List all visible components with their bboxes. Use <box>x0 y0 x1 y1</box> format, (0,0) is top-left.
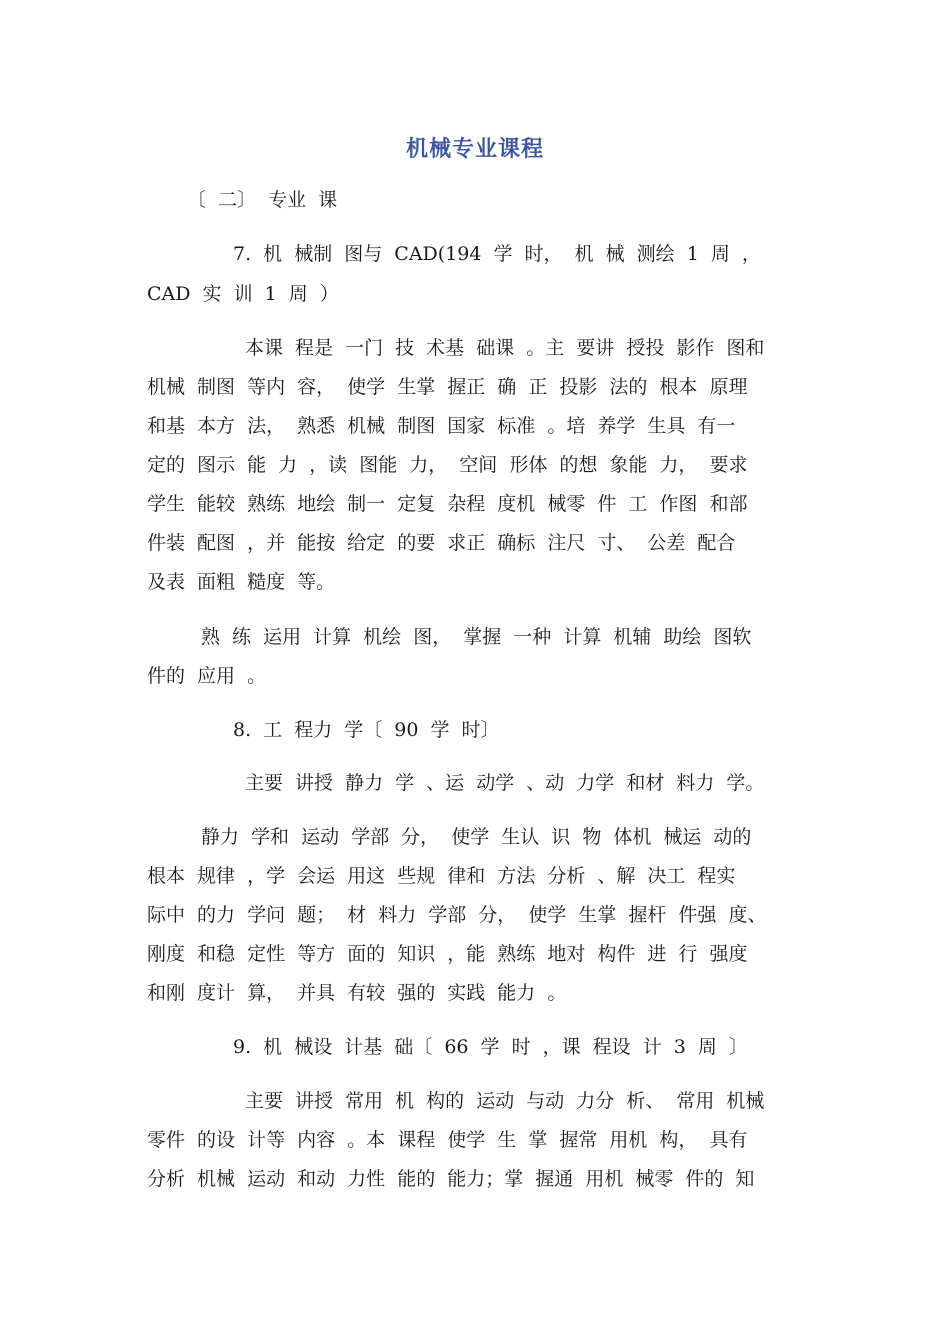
course8-para2-line: 根本 规律 ，学 会运 用这 些规 律和 方法 分析 、解 决工 程实 <box>147 865 736 887</box>
course7-para1-line: 本课 程是 一门 技 术基 础课 。主 要讲 授投 影作 图和 <box>245 337 765 359</box>
course7-para1-line: 及表 面粗 糙度 等。 <box>147 571 336 593</box>
course8-para2-line: 际中 的力 学问 题； 材 料力 学部 分， 使学 生掌 握杆 件强 度、 <box>147 904 767 926</box>
course8-para2-line: 刚度 和稳 定性 等方 面的 知识 ，能 熟练 地对 构件 进 行 强度 <box>147 943 748 965</box>
course7-heading: 7. 机 械制 图与 CAD(194 学 时， 机 械 测绘 1 周 ， <box>233 243 761 265</box>
course8-para1: 主要 讲授 静力 学 、运 动学 、动 力学 和材 料力 学。 <box>245 772 765 794</box>
course7-para2-line: 件的 应用 。 <box>147 665 267 687</box>
course7-para1-line: 学生 能较 熟练 地绘 制一 定复 杂程 度机 械零 件 工 作图 和部 <box>147 493 748 515</box>
course8-para2-line: 静力 学和 运动 学部 分， 使学 生认 识 物 体机 械运 动的 <box>201 826 752 848</box>
course7-para1-line: 定的 图示 能 力 ，读 图能 力， 空间 形体 的想 象能 力， 要求 <box>147 454 748 476</box>
course9-para1-line: 分析 机械 运动 和动 力性 能的 能力；掌 握通 用机 械零 件的 知 <box>147 1168 755 1190</box>
document-title: 机械专业课程 <box>405 137 544 162</box>
course7-heading-cont: CAD 实 训 1 周 ） <box>147 283 339 305</box>
course8-para2-line: 和刚 度计 算， 并具 有较 强的 实践 能力 。 <box>147 982 567 1004</box>
course9-para1-line: 零件 的设 计等 内容 。本 课程 使学 生 掌 握常 用机 构， 具有 <box>147 1129 748 1151</box>
course9-heading: 9. 机 械设 计基 础〔 66 学 时 ，课 程设 计 3 周 〕 <box>233 1036 748 1058</box>
course7-para1-line: 机械 制图 等内 容， 使学 生掌 握正 确 正 投影 法的 根本 原理 <box>147 376 748 398</box>
course9-para1-line: 主要 讲授 常用 机 构的 运动 与动 力分 析、 常用 机械 <box>245 1090 765 1112</box>
course8-heading: 8. 工 程力 学〔 90 学 时〕 <box>233 719 500 741</box>
course7-para1-line: 件装 配图 ，并 能按 给定 的要 求正 确标 注尺 寸、 公差 配合 <box>147 532 736 554</box>
course7-para2-line: 熟 练 运用 计算 机绘 图， 掌握 一种 计算 机辅 助绘 图软 <box>201 626 752 648</box>
section-heading: 〔 二〕 专业 课 <box>187 189 338 211</box>
course7-para1-line: 和基 本方 法， 熟悉 机械 制图 国家 标准 。培 养学 生具 有一 <box>147 415 736 437</box>
